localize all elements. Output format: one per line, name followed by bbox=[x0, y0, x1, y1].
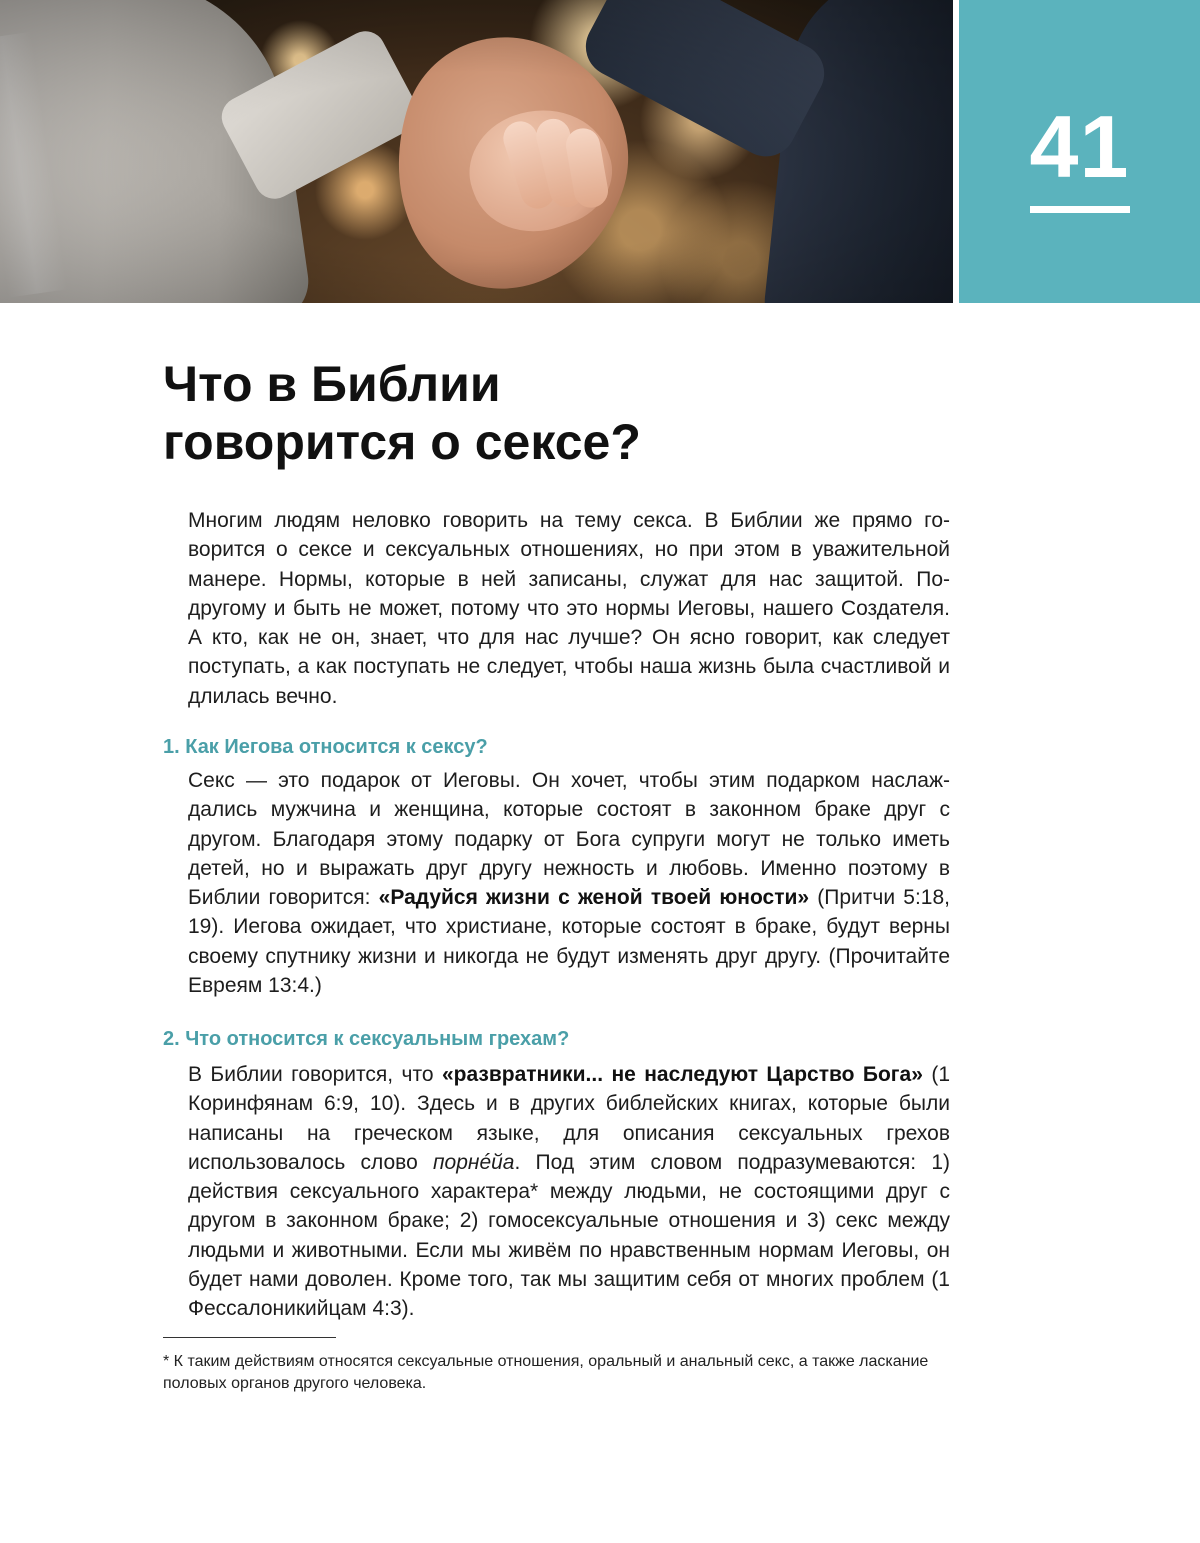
section-1-heading: 1. Как Иегова относится к сексу? bbox=[163, 736, 488, 758]
lesson-number-block bbox=[959, 0, 1200, 303]
section-1-paragraph: Секс — это подарок от Иеговы. Он хочет, чтобы этим подарком наслаждались мужчина и женщина, которые состоят в законном браке друг с другом. Благодаря этому подарку от Бога супруги могут не только иметь детей, но и выражать друг другу нежность и любовь. Именно поэтому в Библии говорится: «Радуйся жизни с женой твоей юности» (Притчи 5:18, 19). Иегова ожидает, что христиане, которые состоят в браке, будут верны своему спутнику жизни и никогда не будут изменять друг другу. (Прочитайте Евреям 13:4.) bbox=[188, 769, 950, 998]
page-title bbox=[163, 355, 641, 471]
section-2-heading: 2. Что относится к сексуальным грехам? bbox=[163, 1028, 570, 1050]
section-2-paragraph: В Библии говорится, что «развратники... не наследуют Царство Бога» (1 Коринфянам 6:9, 10). Здесь и в других библейских книгах, которые были написаны на греческом языке, для описания сексуальных грехов использовалось слово порнéйа. Под этим словом подразумеваются: 1) действия сексуального характера* между людьми, не состоящими друг с другом в законном браке; 2) гомосексуальные отношения и 3) секс между людьми и животными. Если мы живём по нравственным нормам Иеговы, он будет нами доволен. Кроме того, так мы защитим себя от многих проблем (1 Фессалоникийцам 4:3). bbox=[188, 1063, 950, 1321]
footnote: * К таким действиям относятся сексуальные отношения, оральный и анальный секс, а также ласкание половых органов другого человека. bbox=[163, 1353, 929, 1392]
bible-quote: «Радуйся жизни с женой твоей юности» bbox=[378, 886, 810, 910]
footnote-divider bbox=[163, 1337, 336, 1338]
hero-photo bbox=[0, 0, 953, 303]
lesson-number: 41 bbox=[1029, 97, 1130, 196]
greek-term: порнéйа bbox=[432, 1150, 515, 1174]
page-title-line-2: говорится о сексе? bbox=[163, 414, 641, 470]
page-title-line-1: Что в Библии bbox=[163, 356, 501, 412]
intro-paragraph: Многим людям неловко говорить на тему секса. В Библии же прямо говорится о сексе и сексуальных отношениях, но при этом в уважительной манере. Нормы, которые в ней записаны, служат для нас защитой. По-другому и быть не может, потому что это нормы Иеговы, нашего Создателя. А кто, как не он, знает, что для нас лучше? Он ясно говорит, как следует поступать, а как поступать не следует, чтобы наша жизнь была счастливой и длилась вечно. bbox=[188, 509, 950, 708]
bible-quote: «развратники... не наследуют Царство Бога» bbox=[441, 1063, 923, 1086]
lesson-number-underline bbox=[1030, 206, 1130, 213]
